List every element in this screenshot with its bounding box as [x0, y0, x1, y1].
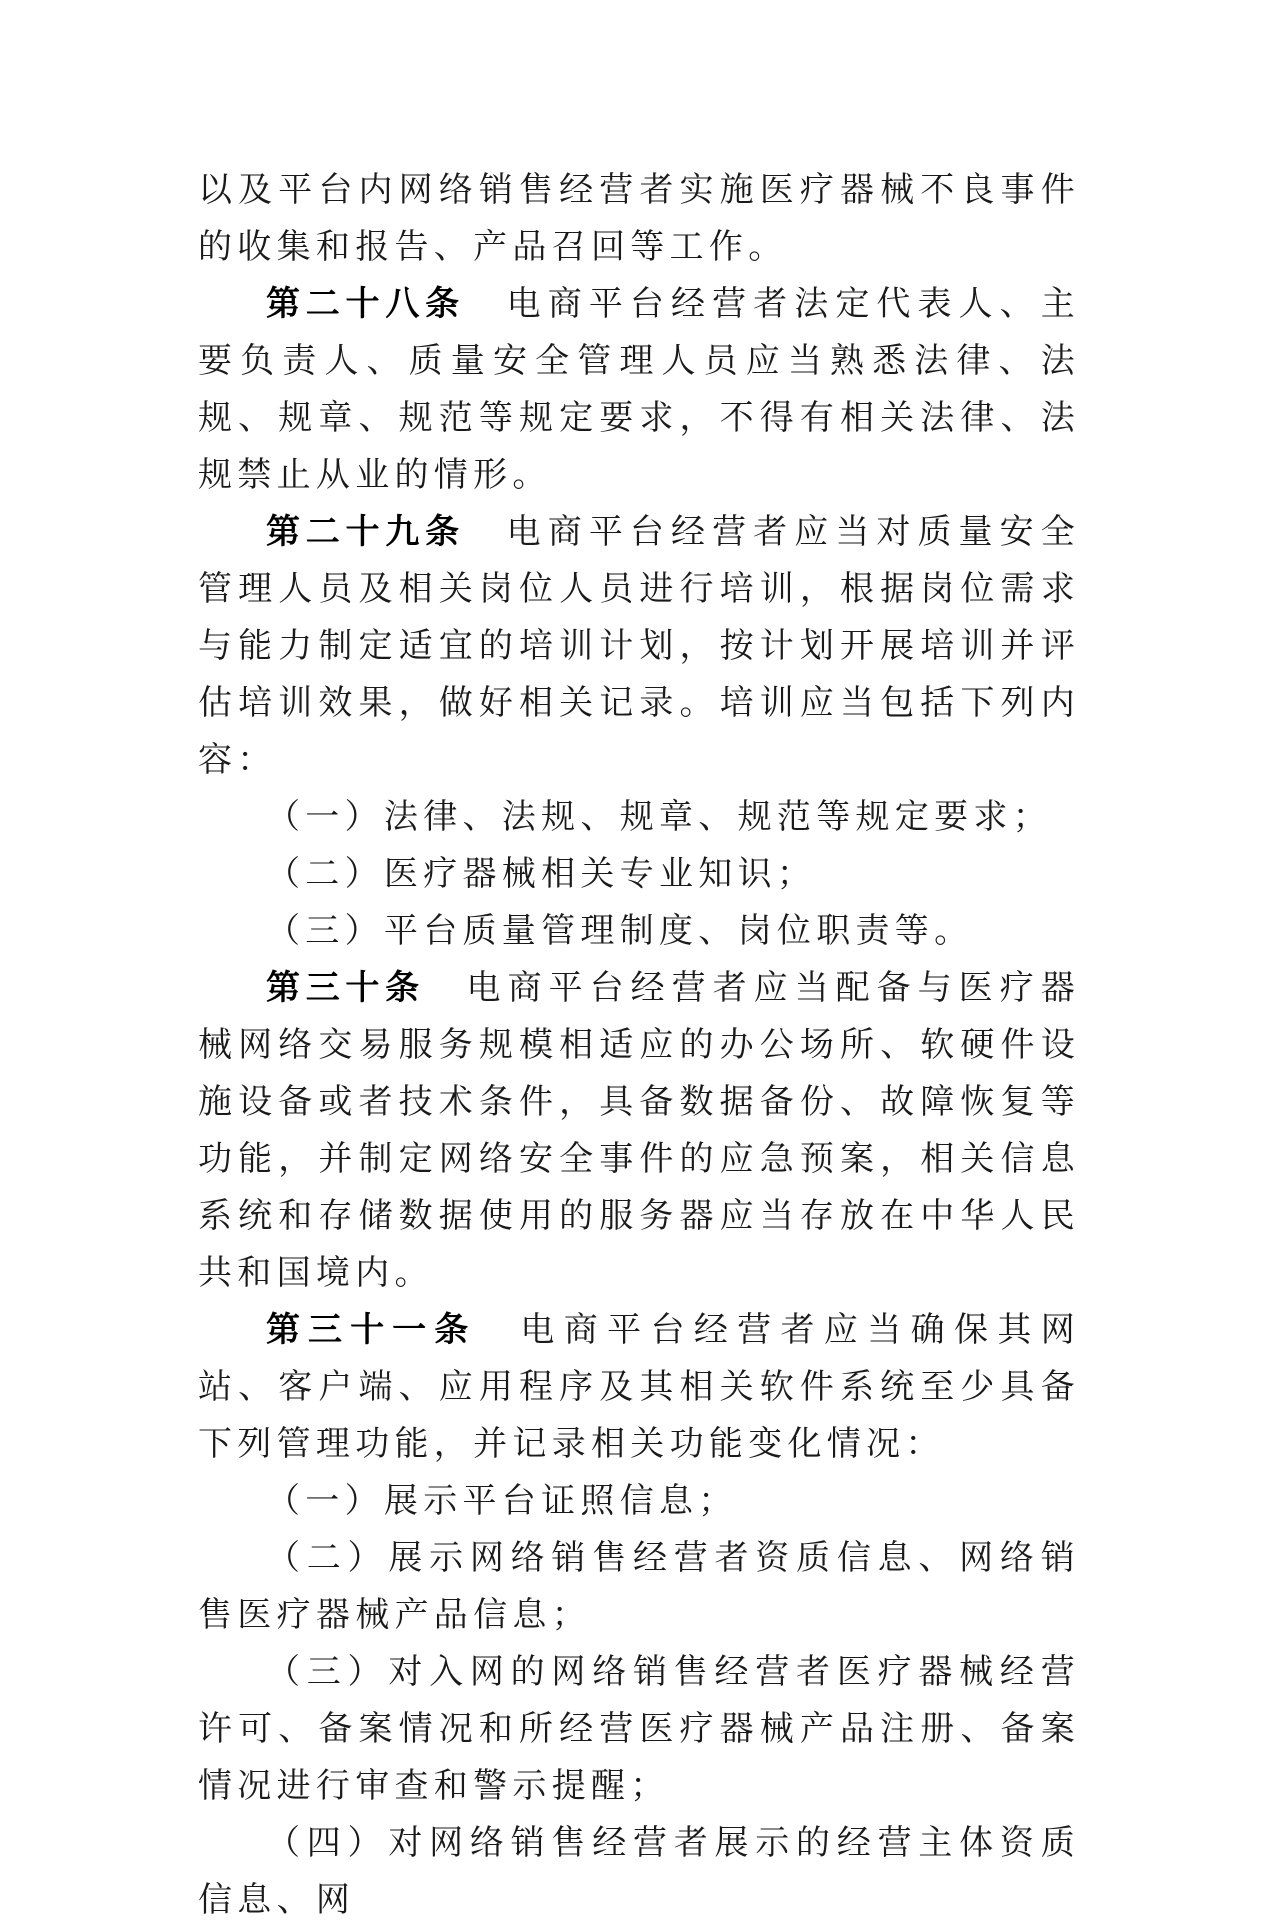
article-text: 电商平台经营者应当配备与医疗器械网络交易服务规模相适应的办公场所、软硬件设施设备或者技术条件，具备数据备份、故障恢复等功能，并制定网络安全事件的应急预案，相关信息系统和存储数据使用的服务器应当存放在中华人民共和国境内。 — [198, 968, 1081, 1293]
article-text: 电商平台经营者法定代表人、主要负责人、质量安全管理人员应当熟悉法律、法规、规章、规范等规定要求，不得有相关法律、法规禁止从业的情形。 — [198, 284, 1081, 495]
list-item-text: （二）医疗器械相关专业知识； — [266, 854, 817, 894]
list-item-text: （三）对入网的网络销售经营者医疗器械经营许可、备案情况和所经营医疗器械产品注册、备案情况进行审查和警示提醒； — [198, 1652, 1080, 1806]
list-item-text: （四）对网络销售经营者展示的经营主体资质信息、网 — [198, 1823, 1080, 1920]
article-number: 第二十八条 — [266, 284, 465, 324]
list-item-text: （二）展示网络销售经营者资质信息、网络销售医疗器械产品信息； — [198, 1538, 1080, 1635]
paragraph-text: 以及平台内网络销售经营者实施医疗器械不良事件的收集和报告、产品召回等工作。 — [198, 170, 1080, 267]
article-text: 电商平台经营者应当对质量安全管理人员及相关岗位人员进行培训，根据岗位需求与能力制定适宜的培训计划，按计划开展培训并评估培训效果，做好相关记录。培训应当包括下列内容： — [198, 512, 1081, 780]
document-body — [198, 162, 1080, 1929]
list-item-text: （一）法律、法规、规章、规范等规定要求； — [266, 797, 1052, 837]
list-item — [198, 1473, 1080, 1530]
article-30 — [198, 960, 1080, 1302]
article-number: 第二十九条 — [266, 512, 465, 552]
article-29 — [198, 504, 1080, 789]
article-31 — [198, 1302, 1080, 1473]
list-item — [198, 1644, 1080, 1815]
list-item-text: （一）展示平台证照信息； — [266, 1481, 738, 1521]
article-text: 电商平台经营者应当确保其网站、客户端、应用程序及其相关软件系统至少具备下列管理功能，并记录相关功能变化情况： — [198, 1310, 1081, 1464]
list-item — [198, 1530, 1080, 1644]
list-item-text: （三）平台质量管理制度、岗位职责等。 — [266, 911, 974, 951]
article-number: 第三十条 — [266, 968, 425, 1008]
list-item — [198, 846, 1080, 903]
article-number: 第三十一条 — [266, 1310, 477, 1350]
list-item — [198, 789, 1080, 846]
article-28 — [198, 276, 1080, 504]
list-item — [198, 1815, 1080, 1929]
paragraph-continuation — [198, 162, 1080, 276]
list-item — [198, 903, 1080, 960]
